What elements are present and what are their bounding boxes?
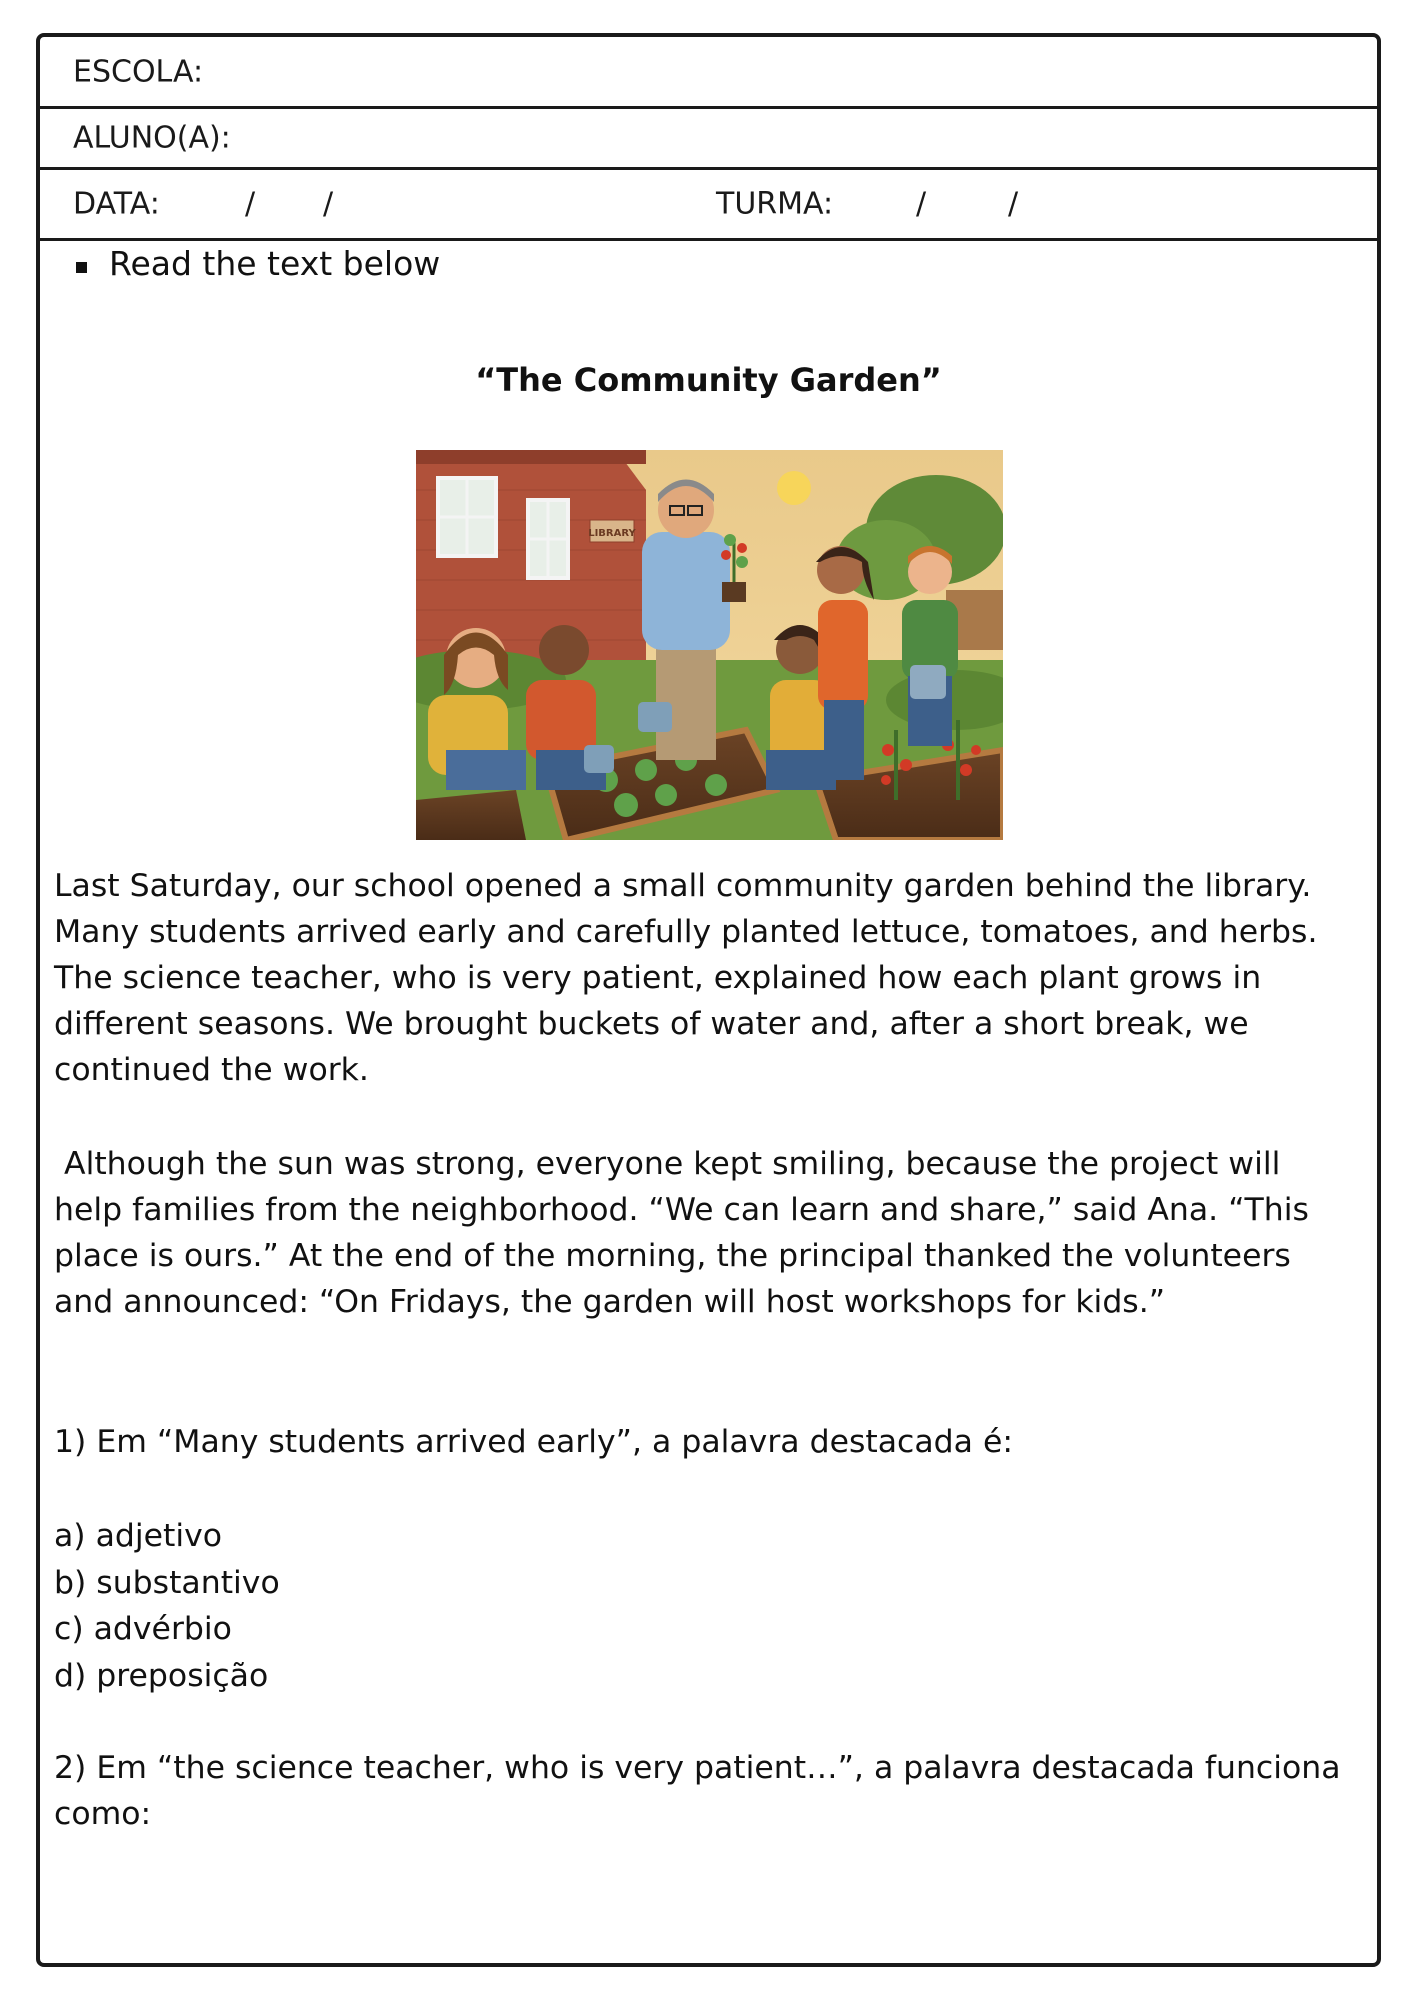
option-a: a) adjetivo <box>54 1518 223 1554</box>
child-figure <box>902 546 958 746</box>
option-d: d) preposição <box>54 1657 269 1694</box>
library-sign-text: LIBRARY <box>588 528 636 539</box>
garden-illustration <box>416 450 1003 840</box>
school-field-row <box>40 37 1377 109</box>
instruction-text: Read the text below <box>109 244 441 283</box>
watering-can <box>638 702 672 732</box>
bullet-icon <box>76 262 87 273</box>
class-label: TURMA: <box>716 186 834 222</box>
story-paragraph-1: Last Saturday, our school opened a small community garden behind the library. Many students arrived early and carefully planted lettuce, tomatoes, and herbs. The science teacher, who is very patient, explained how each plant grows in different seasons. We brought buckets of water and, after a short break, we continued the work. <box>54 868 1318 1088</box>
question-2: 2) Em “the science teacher, who is very patient…”, a palavra destacada funciona como: <box>54 1750 1341 1832</box>
school-label: ESCOLA: <box>73 54 204 89</box>
date-separator: / <box>323 186 334 222</box>
instruction <box>76 244 440 283</box>
story-title: “The Community Garden” <box>475 361 942 399</box>
watering-can <box>584 745 614 773</box>
worksheet <box>36 33 1381 1967</box>
option-b: b) substantivo <box>54 1564 280 1601</box>
date-separator: / <box>245 186 256 222</box>
class-separator: / <box>916 186 927 222</box>
question-1: 1) Em “Many students arrived early”, a palavra destacada é: <box>54 1424 1013 1460</box>
story-paragraph-2: Although the sun was strong, everyone kept smiling, because the project will help families from the neighborhood. “We can learn and share,” said Ana. “This place is ours.” At the end of the morning, the principal thanked the volunteers and announced: “On Fridays, the garden will host workshops for kids.” <box>54 1146 1319 1320</box>
option-c: c) advérbio <box>54 1611 232 1647</box>
bucket <box>910 665 946 699</box>
sun-icon <box>777 471 811 505</box>
student-field-row <box>40 109 1377 170</box>
student-label: ALUNO(A): <box>73 120 231 156</box>
date-class-field-row <box>40 170 1377 241</box>
question-1-options <box>54 1513 1351 1699</box>
date-label: DATA: <box>73 186 160 222</box>
class-separator: / <box>1008 186 1019 222</box>
